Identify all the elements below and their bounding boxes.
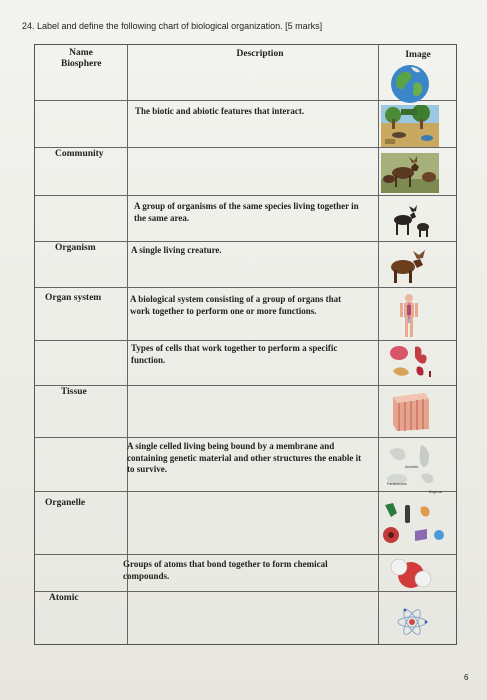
row-name-biosphere: Biosphere [61,59,102,69]
row-desc-organ-system: A biological system consisting of a group of organs that work together to perform one or more functions. [130,294,342,316]
organelles-icon [381,497,447,549]
earth-globe-icon [389,63,431,105]
row-divider [35,491,456,492]
molecule-icon [389,557,433,591]
muscle-tissue-icon [389,391,433,433]
moose-herd-icon [381,153,439,193]
row-divider [35,195,456,196]
row-name-atomic: Atomic [49,593,79,603]
row-desc-organism: A single living creature. [131,245,222,255]
atom-icon [395,605,429,639]
row-name-organ-system: Organ system [45,293,102,303]
header-name: Name [69,48,93,58]
row-divider [35,287,456,288]
row-divider [35,437,456,438]
row-name-tissue: Tissue [61,387,87,397]
euglena-label: Euglena [429,490,442,494]
page-number: 6 [464,673,469,682]
single-moose-icon [385,249,431,285]
amoeba-label: Amoeba [405,465,419,469]
row-desc-ecosystem: The biotic and abiotic features that interact. [135,106,305,116]
organs-icon [387,343,435,383]
row-name-organism: Organism [55,243,96,253]
row-desc-tissue: Types of cells that work together to perform a specific function. [131,343,338,365]
ecosystem-scene-icon [381,105,439,147]
header-image: Image [405,50,431,60]
row-desc-molecular: Groups of atoms that bond together to form chemical compounds. [123,559,328,581]
row-divider [35,241,456,242]
question-text: 24. Label and define the following chart of biological organization. [5 marks] [22,21,323,31]
row-name-community: Community [55,149,104,159]
row-name-organelle: Organelle [45,498,86,508]
header-description: Description [236,49,284,59]
row-divider [35,340,456,341]
organization-table [34,44,457,645]
row-divider [35,554,456,555]
row-divider [35,385,456,386]
paramecium-label: Paramecium [387,482,407,486]
row-divider [35,591,456,592]
row-desc-population: A group of organisms of the same species living together in the same area. [134,201,359,223]
row-desc-cellular: A single celled living being bound by a membrane and containing genetic material and other structures the enable it to survive. [127,441,362,474]
row-divider [35,147,456,148]
moose-pair-icon [385,203,435,239]
human-body-systems-icon [397,293,421,339]
